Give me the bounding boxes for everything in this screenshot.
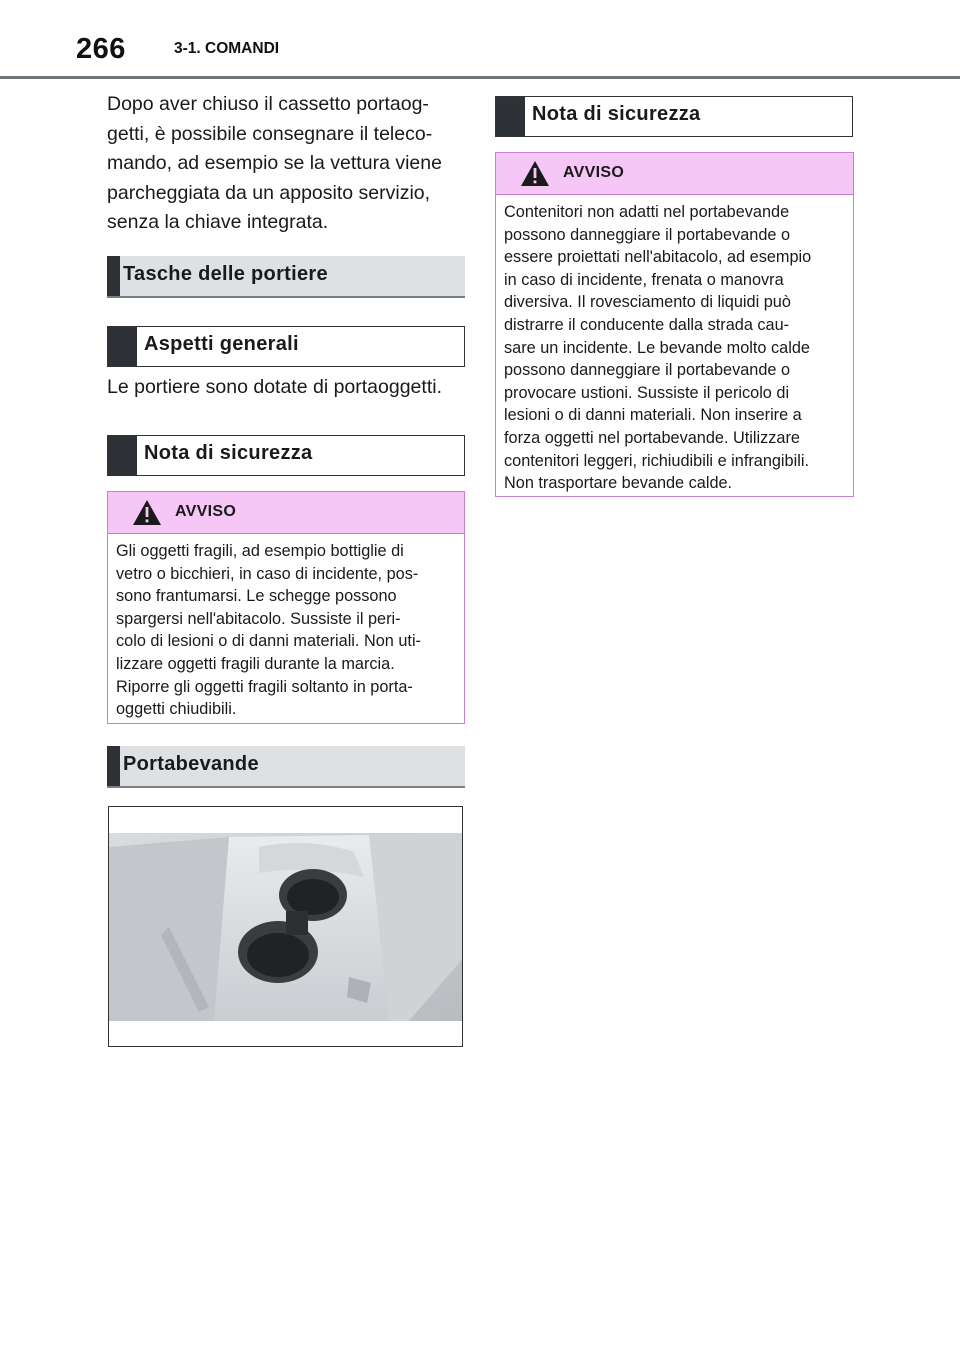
warning-line: colo di lesioni o di danni materiali. Non uti- bbox=[116, 632, 421, 651]
warning-box-fragile-objects bbox=[107, 491, 465, 724]
heading-text: Tasche delle portiere bbox=[123, 263, 328, 285]
warning-line: Contenitori non adatti nel portabevande bbox=[504, 203, 790, 221]
warning-line: lesioni o di danni materiali. Non inserire a bbox=[504, 406, 802, 425]
warning-line: possono danneggiare il portabevande o bbox=[504, 361, 791, 380]
subheading-marker bbox=[108, 436, 137, 475]
subheading-general bbox=[107, 326, 465, 367]
warning-title: AVVISO bbox=[175, 503, 237, 520]
warning-line: oggetti chiudibili. bbox=[116, 700, 237, 719]
warning-line: distrarre il conducente dalla strada cau- bbox=[504, 315, 790, 334]
warning-line: Non trasportare bevande calde. bbox=[504, 474, 733, 493]
intro-line: Dopo aver chiuso il cassetto portaog- bbox=[107, 93, 429, 115]
cupholder-image bbox=[109, 807, 463, 1047]
warning-line: vetro o bicchieri, in caso di incidente, pos- bbox=[116, 564, 419, 583]
warning-line: sono frantumarsi. Le schegge possono bbox=[116, 587, 397, 606]
heading-marker bbox=[107, 256, 120, 296]
intro-line: getti, è possibile consegnare il teleco- bbox=[107, 122, 433, 145]
warning-line: spargersi nell'abitacolo. Sussiste il peri- bbox=[116, 609, 401, 628]
intro-line: mando, ad esempio se la vettura viene bbox=[107, 152, 442, 174]
subheading-marker bbox=[496, 97, 525, 136]
heading-text: Portabevande bbox=[123, 753, 259, 775]
heading-cupholders bbox=[107, 746, 465, 788]
page-header bbox=[0, 0, 960, 80]
warning-line: diversiva. Il rovesciamento di liquidi può bbox=[504, 293, 791, 312]
warning-box-cupholder-containers bbox=[495, 152, 854, 497]
warning-line: provocare ustioni. Sussiste il pericolo di bbox=[504, 383, 790, 402]
warning-header bbox=[108, 492, 464, 534]
subheading-safety-note-2 bbox=[495, 96, 853, 137]
warning-triangle-icon bbox=[520, 160, 550, 187]
warning-line: Gli oggetti fragili, ad esempio bottiglie di bbox=[116, 542, 404, 560]
page-number: 266 bbox=[76, 33, 126, 65]
warning-title: AVVISO bbox=[563, 164, 625, 181]
subheading-safety-note bbox=[107, 435, 465, 476]
warning-line: possono danneggiare il portabevande o bbox=[504, 225, 791, 244]
warning-line: contenitori leggeri, richiudibili e infrangibili. bbox=[504, 451, 809, 470]
intro-line: parcheggiata da un apposito servizio, bbox=[107, 181, 431, 204]
warning-line: sare un incidente. Le bevande molto calde bbox=[504, 338, 810, 357]
subheading-text: Nota di sicurezza bbox=[144, 442, 313, 464]
heading-door-pockets bbox=[107, 256, 465, 298]
door-pockets-text: Le portiere sono dotate di portaoggetti. bbox=[107, 376, 442, 398]
header-divider bbox=[0, 76, 960, 79]
warning-line: essere proiettati nell'abitacolo, ad esempio bbox=[504, 248, 812, 267]
heading-marker bbox=[107, 746, 120, 786]
warning-line: lizzare oggetti fragili durante la marcia. bbox=[116, 654, 395, 673]
subheading-text: Nota di sicurezza bbox=[532, 103, 701, 125]
warning-line: forza oggetti nel portabevande. Utilizzare bbox=[504, 428, 800, 447]
intro-paragraph bbox=[107, 90, 467, 238]
cupholder-illustration bbox=[108, 806, 463, 1047]
chapter-title: 3-1. COMANDI bbox=[174, 40, 280, 57]
warning-line: in caso di incidente, frenata o manovra bbox=[504, 270, 784, 289]
intro-line: senza la chiave integrata. bbox=[107, 211, 329, 233]
subheading-marker bbox=[108, 327, 137, 366]
warning-text bbox=[108, 534, 464, 721]
warning-header bbox=[496, 153, 853, 195]
warning-text bbox=[496, 195, 853, 495]
warning-line: Riporre gli oggetti fragili soltanto in porta- bbox=[116, 677, 413, 696]
warning-triangle-icon bbox=[132, 499, 162, 526]
subheading-text: Aspetti generali bbox=[144, 333, 299, 355]
